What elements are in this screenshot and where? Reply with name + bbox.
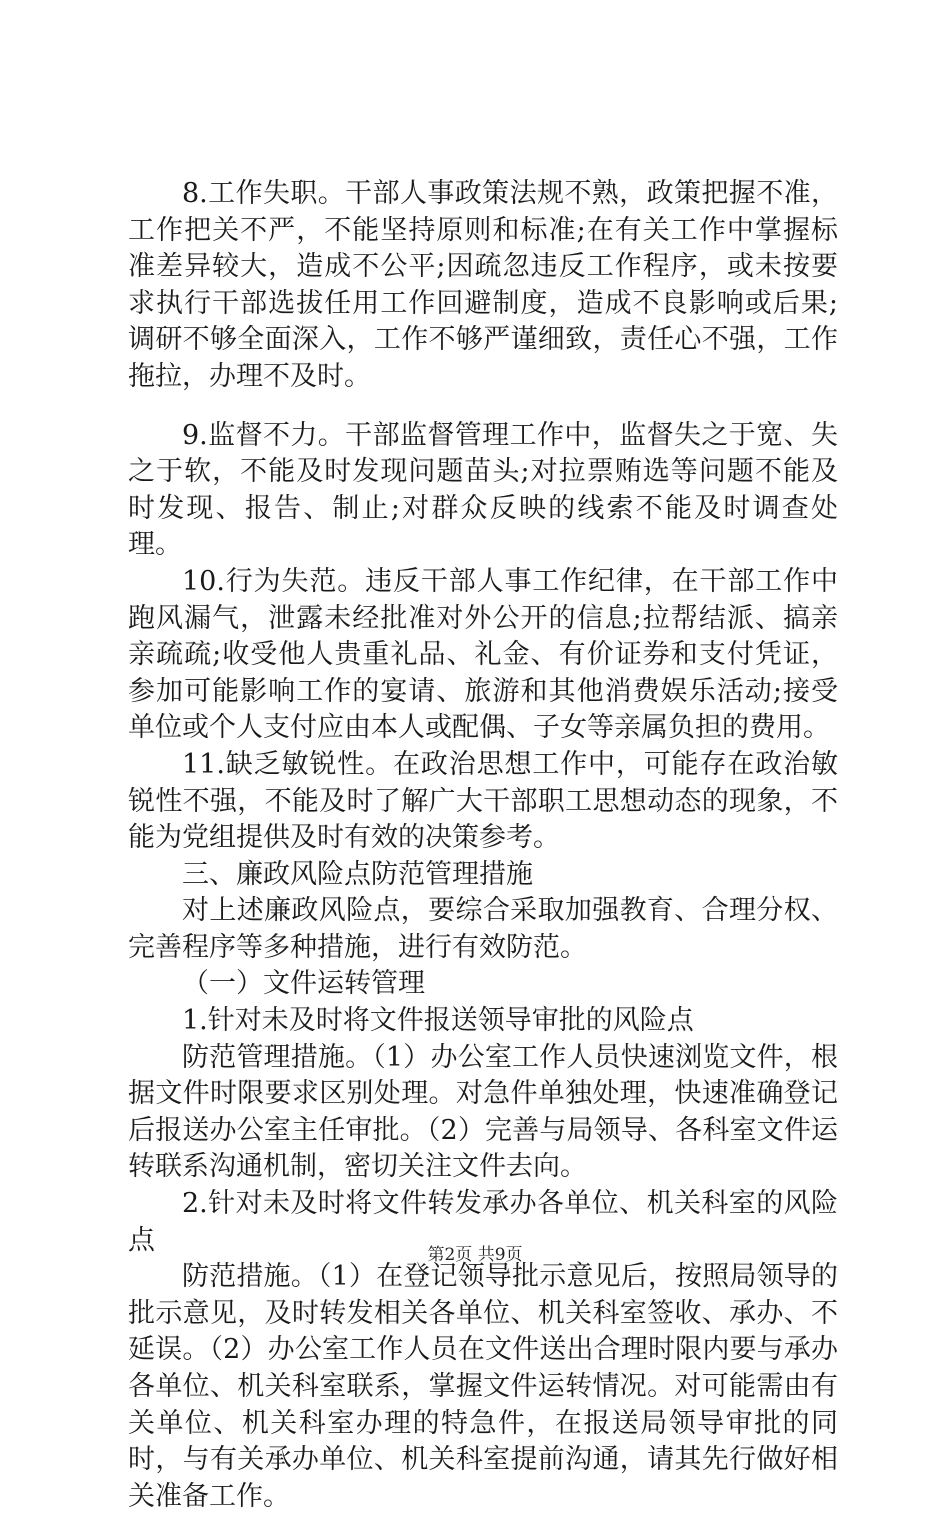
paragraph-intro: 对上述廉政风险点，要综合采取加强教育、合理分权、完善程序等多种措施，进行有效防范。	[128, 895, 838, 963]
measures-2: 防范措施。（1）在登记领导批示意见后，按照局领导的批示意见，及时转发相关各单位、机关科室签收、承办、不延误。（2）办公室工作人员在文件送出合理时限内要与承办各单位、机关科室联系，掌握文件运转情况。对可能需由有关单位、机关科室办理的特急件，在报送局领导审批的同时，与有关承办单位、机关科室提前沟通，请其先行做好相关准备工作。	[128, 1261, 838, 1512]
paragraph-item-10: 10.行为失范。违反干部人事工作纪律，在干部工作中跑风漏气，泄露未经批准对外公开的信息;拉帮结派、搞亲亲疏疏;收受他人贵重礼品、礼金、有价证券和支付凭证，参加可能影响工作的宴请、旅游和其他消费娱乐活动;接受单位或个人支付应由本人或配偶、子女等亲属负担的费用。	[128, 565, 838, 744]
section-heading-3: 三、廉政风险点防范管理措施	[182, 858, 533, 890]
document-body	[128, 176, 838, 1515]
page-number-footer: 第2页 共9页	[427, 1245, 523, 1265]
paragraph-item-9: 9.监督不力。干部监督管理工作中，监督失之于宽、失之于软，不能及时发现问题苗头;对拉票贿选等问题不能及时发现、报告、制止;对群众反映的线索不能及时调查处理。	[128, 419, 838, 561]
risk-point-2: 2.针对未及时将文件转发承办各单位、机关科室的风险点	[128, 1188, 838, 1256]
paragraph-item-8: 8.工作失职。干部人事政策法规不熟，政策把握不准，工作把关不严，不能坚持原则和标准;在有关工作中掌握标准差异较大，造成不公平;因疏忽违反工作程序，或未按要求执行干部选拔任用工作回避制度，造成不良影响或后果;调研不够全面深入，工作不够严谨细致，责任心不强，工作拖拉，办理不及时。	[128, 178, 838, 392]
subsection-heading-1: （一）文件运转管理	[182, 968, 425, 1000]
risk-point-1: 1.针对未及时将文件报送领导审批的风险点	[182, 1005, 694, 1037]
paragraph-item-11: 11.缺乏敏锐性。在政治思想工作中，可能存在政治敏锐性不强，不能及时了解广大干部职工思想动态的现象，不能为党组提供及时有效的决策参考。	[128, 748, 838, 854]
measures-1: 防范管理措施。（1）办公室工作人员快速浏览文件，根据文件时限要求区别处理。对急件单独处理，快速准确登记后报送办公室主任审批。（2）完善与局领导、各科室文件运转联系沟通机制，密切关注文件去向。	[128, 1041, 838, 1183]
